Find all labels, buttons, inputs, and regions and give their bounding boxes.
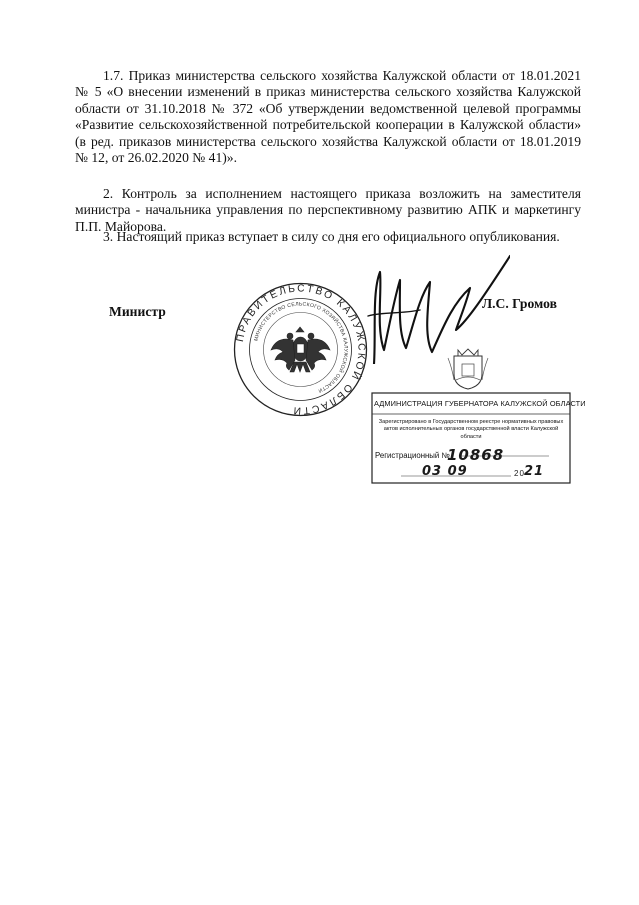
signer-name: Л.С. Громов bbox=[482, 296, 557, 311]
seal-outer-text: ПРАВИТЕЛЬСТВО КАЛУЖСКОЙ ОБЛАСТИ bbox=[234, 283, 367, 416]
stamp-header: АДМИНИСТРАЦИЯ ГУБЕРНАТОРА КАЛУЖСКОЙ ОБЛАСТИ bbox=[374, 399, 586, 408]
paragraph-2: 2. Контроль за исполнением настоящего приказа возложить на заместителя министра - начальника управления по перспективному развитию АПК и маркетингу П.П. Майорова. bbox=[75, 186, 581, 234]
registration-year-prefix: 20 bbox=[514, 469, 525, 478]
official-seal-icon bbox=[233, 282, 368, 417]
stamp-body: Зарегистрировано в Государственном реестре нормативных правовых актов исполнительных органов государственной власти Калужской области bbox=[378, 419, 564, 440]
paragraph-3: 3. Настоящий приказ вступает в силу со дня его официального опубликования. bbox=[103, 229, 560, 244]
seal-inner-text: МИНИСТЕРСТВО СЕЛЬСКОГО ХОЗЯЙСТВА КАЛУЖСКОЙ ОБЛАСТИ bbox=[253, 301, 349, 394]
registration-date: 03 09 bbox=[422, 464, 468, 479]
signer-title: Министр bbox=[109, 304, 166, 319]
paragraph-1-7: 1.7. Приказ министерства сельского хозяйства Калужской области от 18.01.2021 № 5 «О внесении изменений в приказ министерства сельского хозяйства Калужской области от 31.10.2018 № 372 «Об утверждении ведомственной целевой программы «Развитие сельскохозяйственной потребительской кооперации в Калужской области» (в ред. приказов министерства сельского хозяйства Калужской области от 18.01.2019 № 12, от 26.02.2020 № 41)». bbox=[75, 68, 581, 166]
registration-number: 10868 bbox=[447, 446, 505, 464]
coat-of-arms-icon bbox=[446, 344, 490, 390]
registration-year-suffix: 21 bbox=[524, 464, 545, 479]
registration-label: Регистрационный № bbox=[375, 451, 450, 460]
